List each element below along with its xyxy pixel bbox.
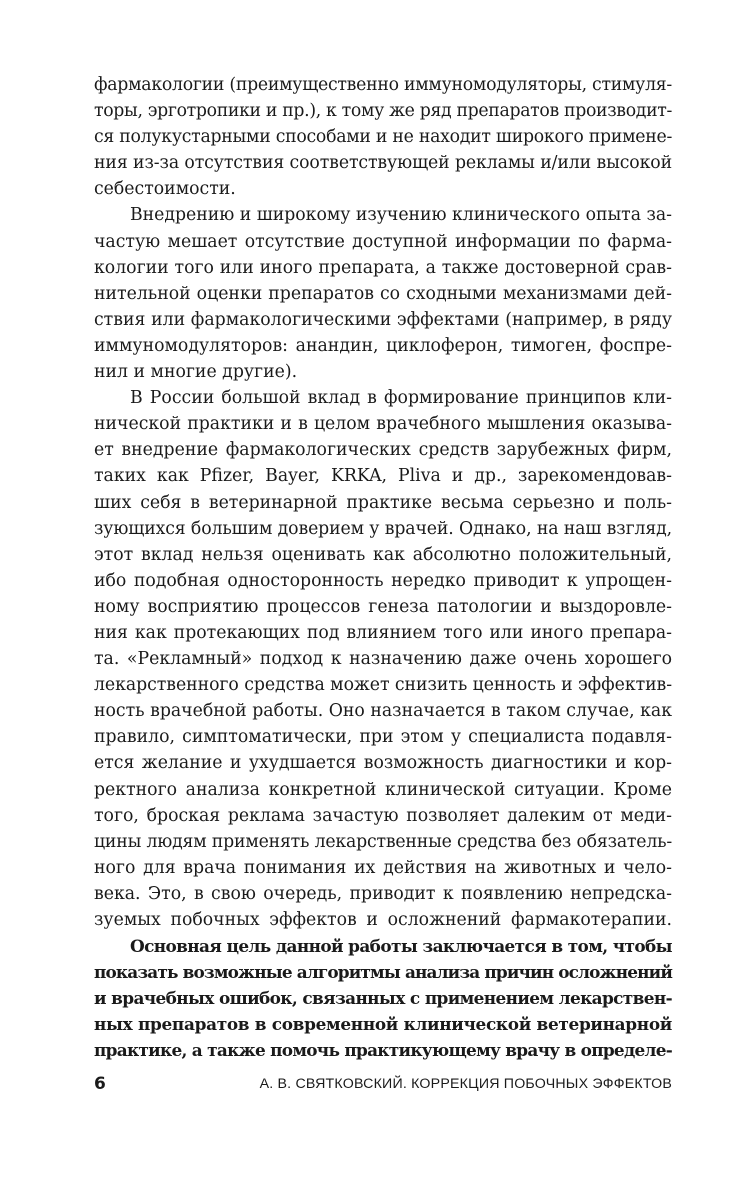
- text-line: практике, а также помочь практикующему врачу в определе-: [94, 1040, 673, 1061]
- text-line: Основная цель данной работы заключается в том, чтобы: [130, 936, 672, 957]
- text-line: себестоимости.: [94, 179, 236, 200]
- text-line: показать возможные алгоритмы анализа причин осложнений: [94, 962, 672, 983]
- text-line: нил и многие другие).: [94, 362, 298, 383]
- page-footer: [94, 1072, 672, 1096]
- page-number: 6: [94, 1074, 106, 1094]
- text-line: этот вклад нельзя оценивать как абсолютно положительный,: [94, 544, 672, 565]
- text-line: Внедрению и широкому изучению клинического опыта за-: [130, 205, 672, 226]
- text-line: правило, симптоматически, при этом у специалиста подавля-: [94, 727, 672, 748]
- text-line: нической практики и в целом врачебного мышления оказыва-: [94, 414, 672, 435]
- running-head: А. В. СВЯТКОВСКИЙ. КОРРЕКЦИЯ ПОБОЧНЫХ ЭФФЕКТОВ: [259, 1076, 672, 1092]
- text-line: иммуномодуляторов: анандин, циклоферон, тимоген, фоспре-: [94, 335, 672, 356]
- text-line: торы, эрготропики и пр.), к тому же ряд препаратов производит-: [94, 101, 673, 122]
- page-body: [94, 72, 672, 1064]
- text-line: зующихся большим доверием у врачей. Однако, на наш взгляд,: [94, 518, 673, 539]
- text-line: цины людям применять лекарственные средства без обязатель-: [94, 831, 672, 852]
- text-line: ность врачебной работы. Оно назначается в таком случае, как: [94, 701, 672, 722]
- text-line: ния как протекающих под влиянием того или иного препара-: [94, 622, 672, 643]
- text-line: ствия или фармакологическими эффектами (например, в ряду: [94, 309, 672, 330]
- paragraph-russia-practice: [94, 385, 672, 933]
- text-line: того, броская реклама зачастую позволяет далеким от меди-: [94, 805, 672, 826]
- text-line: ному восприятию процессов генеза патологии и выздоровле-: [94, 596, 672, 617]
- text-line: и врачебных ошибок, связанных с применением лекарствен-: [94, 988, 672, 1009]
- text-line: ных препаратов в современной клинической ветеринарной: [94, 1014, 672, 1035]
- text-line: ректного анализа конкретной клинической ситуации. Кроме: [94, 779, 672, 800]
- paragraph-main-goal: [94, 933, 672, 1063]
- text-line: лекарственного средства может снизить ценность и эффектив-: [94, 675, 673, 696]
- text-line: ибо подобная односторонность нередко приводит к упрощен-: [94, 570, 672, 591]
- text-line: зуемых побочных эффектов и осложнений фармакотерапии.: [94, 910, 672, 930]
- text-line: века. Это, в свою очередь, приводит к появлению непредска-: [94, 883, 672, 904]
- text-line: кологии того или иного препарата, а также достоверной срав-: [94, 257, 672, 278]
- text-line: В России большой вклад в формирование принципов кли-: [130, 388, 672, 409]
- text-line: та. «Рекламный» подход к назначению даже очень хорошего: [94, 649, 672, 670]
- text-line: частую мешает отсутствие доступной информации по фарма-: [94, 231, 672, 252]
- text-line: ет внедрение фармакологических средств зарубежных фирм,: [94, 440, 672, 461]
- text-line: фармакологии (преимущественно иммуномодуляторы, стимуля-: [94, 75, 673, 95]
- text-line: ного для врача понимания их действия на животных и чело-: [94, 857, 672, 878]
- text-line: таких как Pfizer, Bayer, KRKA, Pliva и др., зарекомендовав-: [94, 466, 672, 487]
- text-line: ших себя в ветеринарной практике весьма серьезно и поль-: [94, 492, 672, 513]
- paragraph-continuation: [94, 72, 672, 202]
- paragraph-information-access: [94, 202, 672, 385]
- text-line: ся полукустарными способами и не находит широкого примене-: [94, 127, 673, 148]
- text-line: ния из-за отсутствия соответствующей рекламы и/или высокой: [94, 153, 673, 174]
- text-line: ется желание и ухудшается возможность диагностики и кор-: [94, 753, 672, 774]
- text-line: нительной оценки препаратов со сходными механизмами дей-: [94, 283, 672, 304]
